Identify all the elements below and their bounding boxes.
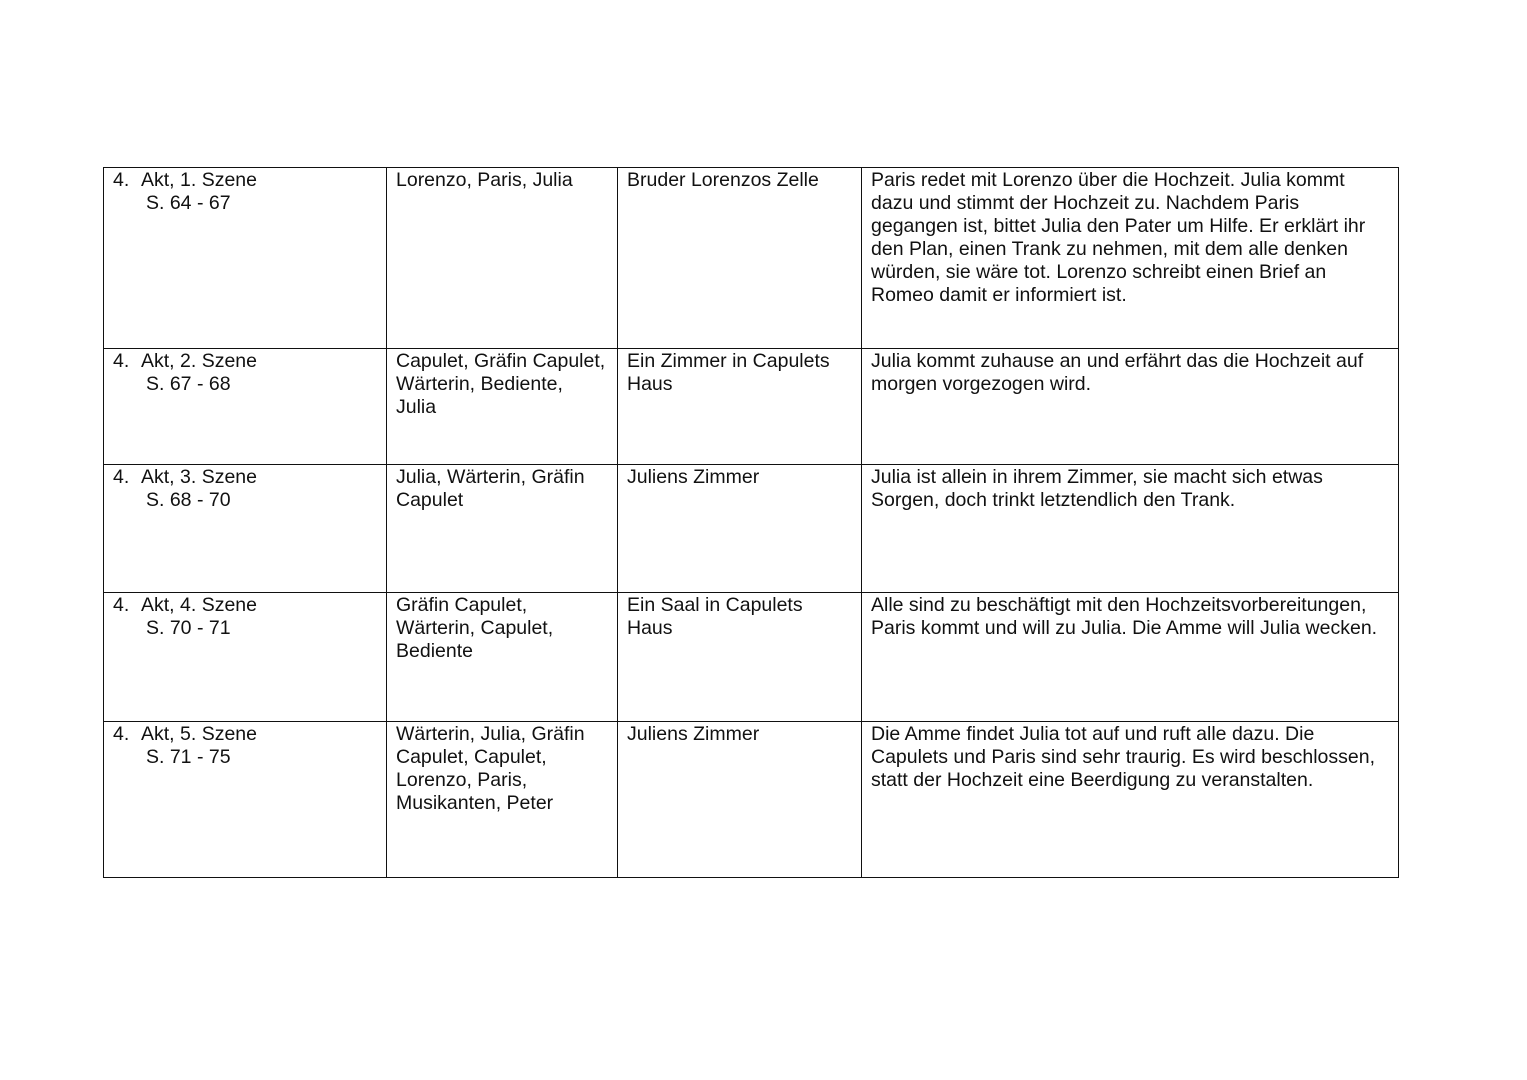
act-scene-label: 4. Akt, 4. Szene [113,594,257,616]
summary-cell [862,722,1399,878]
page-range: S. 68 - 70 [146,489,231,511]
act-scene-cell [104,349,387,465]
page-range: S. 64 - 67 [146,192,231,214]
location-text: Juliens Zimmer [627,466,760,488]
summary-text: Julia kommt zuhause an und erfährt das die Hochzeit auf morgen vorgezogen wird. [871,350,1364,395]
table-row [104,722,1399,878]
location-cell [618,465,862,593]
page-range: S. 70 - 71 [146,617,231,639]
characters-text: Gräfin Capulet, Wärterin, Capulet, Bediente [396,594,554,662]
location-text: Ein Zimmer in Capulets Haus [627,350,830,395]
act-scene-label: 4. Akt, 1. Szene [113,169,257,191]
location-cell [618,593,862,722]
summary-text: Paris redet mit Lorenzo über die Hochzeit. Julia kommt dazu und stimmt der Hochzeit zu. Nachdem Paris gegangen ist, bittet Julia den Pater um Hilfe. Er erklärt ihr den Plan, einen Trank zu nehmen, mit dem alle denken würden, sie wäre tot. Lorenzo schreibt einen Brief an Romeo damit er informiert ist. [871,169,1366,306]
page-range: S. 71 - 75 [146,746,231,768]
characters-text: Capulet, Gräfin Capulet, Wärterin, Bediente, Julia [396,350,606,418]
act-scene-cell [104,168,387,349]
summary-cell [862,349,1399,465]
summary-cell [862,168,1399,349]
table-row [104,168,1399,349]
characters-cell [387,465,618,593]
act-scene-cell [104,465,387,593]
location-cell [618,349,862,465]
location-text: Bruder Lorenzos Zelle [627,169,819,191]
characters-cell [387,349,618,465]
table-row [104,465,1399,593]
location-text: Ein Saal in Capulets Haus [627,594,803,639]
location-text: Juliens Zimmer [627,723,760,745]
table-row [104,593,1399,722]
location-cell [618,168,862,349]
table-row [104,349,1399,465]
summary-text: Die Amme findet Julia tot auf und ruft alle dazu. Die Capulets und Paris sind sehr traurig. Es wird beschlossen, statt der Hochzeit eine Beerdigung zu veranstalten. [871,723,1375,791]
act-scene-cell [104,722,387,878]
characters-cell [387,168,618,349]
characters-text: Wärterin, Julia, Gräfin Capulet, Capulet, Lorenzo, Paris, Musikanten, Peter [396,723,585,814]
act-scene-label: 4. Akt, 5. Szene [113,723,257,745]
act-scene-cell [104,593,387,722]
page-range: S. 67 - 68 [146,373,231,395]
summary-text: Julia ist allein in ihrem Zimmer, sie macht sich etwas Sorgen, doch trinkt letztendlich den Trank. [871,466,1323,511]
summary-cell [862,593,1399,722]
characters-cell [387,722,618,878]
characters-text: Julia, Wärterin, Gräfin Capulet [396,466,585,511]
summary-cell [862,465,1399,593]
characters-text: Lorenzo, Paris, Julia [396,169,573,191]
act-scene-label: 4. Akt, 2. Szene [113,350,257,372]
scene-table [103,167,1399,878]
characters-cell [387,593,618,722]
location-cell [618,722,862,878]
summary-text: Alle sind zu beschäftigt mit den Hochzeitsvorbereitungen, Paris kommt und will zu Julia. Die Amme will Julia wecken. [871,594,1378,639]
act-scene-label: 4. Akt, 3. Szene [113,466,257,488]
